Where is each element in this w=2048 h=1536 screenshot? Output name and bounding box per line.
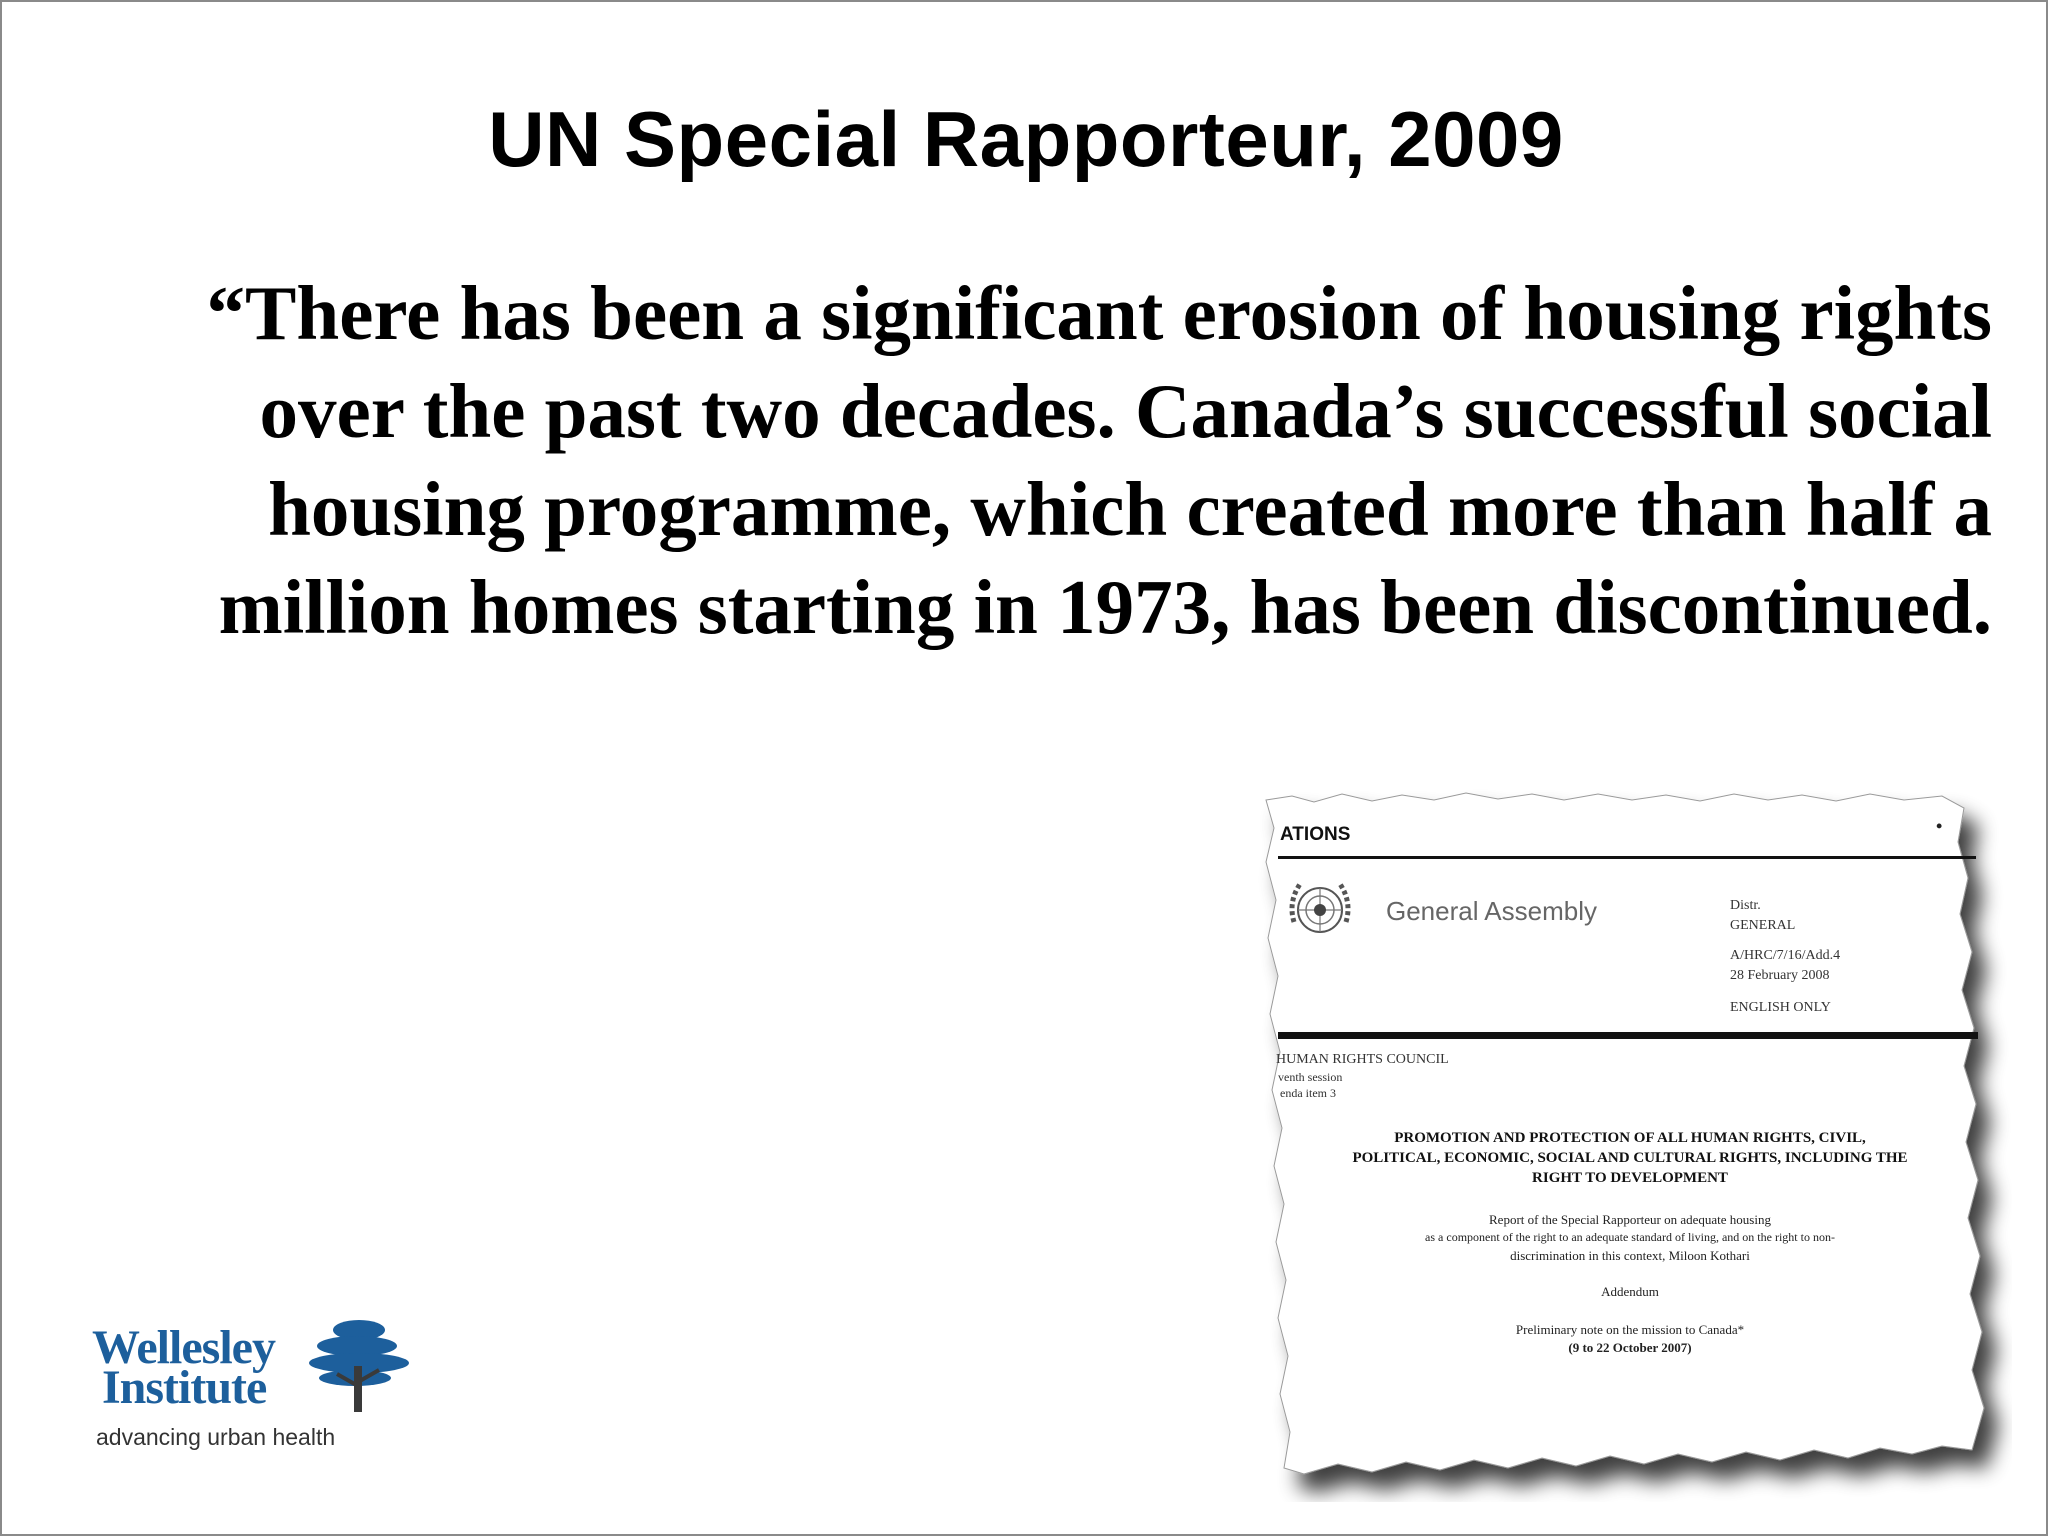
addendum-label: Addendum [1601,1284,1659,1299]
quote-line: housing programme, which created more than half a [268,466,1992,552]
report-line: Report of the Special Rapporteur on adequate housing [1489,1212,1771,1227]
council-label: HUMAN RIGHTS COUNCIL [1276,1052,1449,1067]
note-line: (9 to 22 October 2007) [1568,1340,1692,1355]
un-document-clipping [1252,782,2012,1502]
language-label: ENGLISH ONLY [1730,1000,1831,1015]
quote-line: “There has been a significant erosion of housing rights [206,270,1992,356]
document-symbol: A/HRC/7/16/Add.4 [1730,948,1841,963]
tree-icon [307,1316,417,1416]
agenda-label: enda item 3 [1280,1086,1336,1100]
distribution-value: GENERAL [1730,918,1796,933]
document-header: ATIONS [1280,824,1351,845]
session-label: venth session [1278,1070,1343,1084]
quote-line: over the past two decades. Canada’s successful social [259,368,1992,454]
note-line: Preliminary note on the mission to Canada* [1515,1322,1745,1337]
document-date: 28 February 2008 [1730,968,1830,983]
un-emblem-icon [1282,872,1358,948]
divider [1278,1032,1978,1039]
slide-title: UN Special Rapporteur, 2009 [488,95,1564,183]
report-line: discrimination in this context, Miloon Kothari [1510,1248,1750,1263]
report-line: as a component of the right to an adequate standard of living, and on the right to non- [1425,1230,1835,1244]
quote-line: million homes starting in 1973, has been discontinued. [218,564,1992,650]
divider [1278,856,1976,859]
logo-tagline: advancing urban health [96,1424,336,1450]
quote-block [62,264,1992,656]
distr-label: Distr. [1730,898,1761,913]
general-assembly-label: General Assembly [1386,896,1597,926]
heading-line: PROMOTION AND PROTECTION OF ALL HUMAN RIGHTS, CIVIL, [1394,1130,1866,1146]
document-mark: • [1936,816,1943,836]
logo-word-institute: Institute [102,1361,267,1414]
logo-word-wellesley: Wellesley [92,1321,275,1374]
wellesley-institute-logo [92,1312,422,1452]
heading-line: RIGHT TO DEVELOPMENT [1532,1170,1728,1186]
heading-line: POLITICAL, ECONOMIC, SOCIAL AND CULTURAL RIGHTS, INCLUDING THE [1352,1150,1908,1166]
